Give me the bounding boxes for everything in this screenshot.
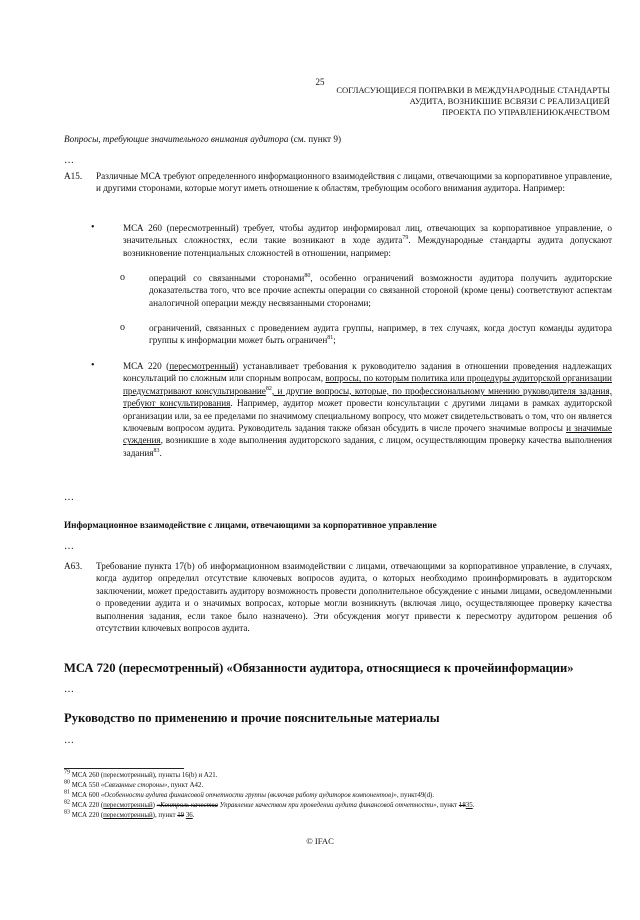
bullet-isa220 — [123, 360, 612, 459]
footnote-text: . — [472, 802, 475, 809]
paragraph-a63: Требование пункта 17(b) об информационном взаимодействии с лицами, отвечающими за корпоративное управление, в случаях, когда аудитор определил отсутствие ключевых вопросов аудита, о которых необходимо проинформировать в аудиторском заключении, может предоставить аудитору возможность провести дополнительное обсуждение с иными лицами, осведомленными о проведении аудита и о значимых вопросах, которые могли возникнуть (включая лицо, осуществляющее проверку качества выполнения задания, если такое было назначено). Эти обсуждения могут привести к пересмотру аудитором решения об отсутствии ключевых вопросов аудита. — [96, 561, 612, 634]
footnote-ref: 82 — [265, 385, 272, 392]
footnote-81 — [64, 791, 624, 801]
bullet-text: . — [159, 447, 162, 458]
bullet-text: . Например, аудитор может провести консультации с другими лицами в рамках аудиторской организации или, за ее пределами по значимому специальному вопросу, что может свидетельствовать о том, что он является ключевым вопросом аудита. Руководитель задания также обязан обсудить в числе прочего значимые вопросы — [123, 398, 612, 434]
inserted-text: 35 — [465, 802, 473, 809]
sub-bullet-text: , особенно ограничений возможности аудитора получить аудиторские доказательства того, что все прочие аспекты операции со связанной стороной (кроме цены) соответствуют аспектам аналогичной операции между несвязанными сторонами; — [149, 273, 613, 308]
section-intro-italic: Вопросы, требующие значительного внимания аудитора — [64, 134, 289, 144]
footnote-text: , пункт A42. — [167, 782, 204, 789]
heading-isa720: МСА 720 (пересмотренный) «Обязанности аудитора, относящиеся к прочейинформации» — [64, 661, 574, 675]
footnote-ref: 83 — [153, 447, 160, 454]
footnote-number: 79 — [64, 769, 70, 776]
inserted-text: , и другие вопросы, которые, по профессиональному мнению руководителя задания, требуют консультирования — [123, 385, 612, 409]
running-header-line: ПРОЕКТА ПО УПРАВЛЕНИЮКАЧЕСТВОМ — [442, 107, 610, 117]
ellipsis: … — [64, 735, 75, 746]
footnote-text: МСА 260 (пересмотренный), пункты 16(b) и A21. — [70, 772, 218, 779]
footnote-number: 80 — [64, 779, 70, 786]
inserted-text: и значимые суждения — [123, 423, 612, 446]
footnote-text: , пункт — [436, 802, 459, 809]
footnote-82 — [64, 801, 624, 811]
ellipsis: … — [64, 155, 75, 166]
footnote-number: 81 — [64, 789, 70, 796]
footnote-ref: 79 — [402, 235, 409, 242]
copyright-footer: © IFAC — [306, 836, 334, 846]
sub-bullet-related-parties — [149, 272, 612, 309]
footnote-title: «Особенности аудита финансовой отчетности группы (включая работу аудиторов компонентов)» — [100, 792, 397, 799]
inserted-text: 36 — [185, 812, 193, 819]
footnote-text: МСА 550 — [70, 782, 101, 789]
footnote-83 — [64, 811, 624, 821]
deleted-text: «Контроль качества — [156, 802, 218, 809]
paragraph-number: A63. — [64, 561, 83, 571]
footnote-title: «Связанные стороны» — [100, 782, 168, 789]
section-heading: Информационное взаимодействие с лицами, отвечающими за корпоративное управление — [64, 520, 437, 530]
bullet-text: , возникшие в ходе выполнения аудиторского задания, с лицом, осуществляющим проверку качества выполнения задания — [123, 435, 612, 458]
ellipsis: … — [64, 684, 75, 695]
footnote-ref: 81 — [327, 335, 334, 342]
footnote-text: . — [192, 812, 195, 819]
footnote-80 — [64, 781, 624, 791]
deleted-text: 18 — [458, 802, 466, 809]
ellipsis: … — [64, 541, 75, 552]
bullet-marker: • — [91, 360, 95, 371]
sub-bullet-group-audit — [149, 322, 612, 347]
footnote-number: 83 — [64, 809, 70, 816]
deleted-text: 19 — [177, 812, 185, 819]
footnote-text: ) — [152, 802, 157, 809]
footnote-ref: 80 — [304, 272, 311, 279]
heading-guidance: Руководство по применению и прочие пояснительные материалы — [64, 711, 440, 725]
sub-bullet-marker: o — [120, 322, 125, 333]
inserted-text: пересмотренный — [103, 812, 153, 819]
footnote-text: МСА 220 ( — [70, 802, 104, 809]
paragraph-a15: Различные МСА требуют определенного информационного взаимодействия с лицами, отвечающими за корпоративное управление, и другими сторонами, которые могут иметь отношение к областям, требующим особого внимания аудитора. Например: — [96, 171, 612, 194]
sub-bullet-text: операций со связанными сторонами — [149, 273, 305, 283]
running-header-line: СОГЛАСУЮЩИЕСЯ ПОПРАВКИ В МЕЖДУНАРОДНЫЕ СТАНДАРТЫ — [336, 85, 610, 95]
footnote-separator — [64, 768, 184, 769]
paragraph-number: A15. — [64, 171, 83, 181]
footnote-text: ), пункт — [152, 812, 178, 819]
bullet-isa260 — [123, 222, 612, 259]
bullet-text: МСА 220 ( — [123, 361, 170, 371]
footnote-text: МСА 600 — [70, 792, 101, 799]
bullet-text: ) устанавливает требования к руководителю задания в отношении проведения надлежащих консультаций по сложным или спорным вопросам, — [123, 361, 612, 384]
footnote-text: , пункт49(d). — [396, 792, 435, 799]
inserted-text: пересмотренный — [169, 361, 236, 371]
footnote-79 — [64, 771, 624, 781]
footnote-title: Управление качеством при проведении аудита финансовой отчетности» — [217, 802, 437, 809]
running-header-line: АУДИТА, ВОЗНИКШИЕ ВСВЯЗИ С РЕАЛИЗАЦИЕЙ — [409, 96, 610, 106]
bullet-text: . Международные стандарты аудита допускают возникновение потенциальных сложностей в отношении, например: — [123, 235, 612, 258]
inserted-text: пересмотренный — [103, 802, 153, 809]
sub-bullet-text: ограничений, связанных с проведением аудита группы, например, в тех случаях, когда доступ команды аудитора группы к информации может быть ограничен — [149, 323, 612, 346]
bullet-marker: • — [91, 222, 95, 233]
running-header — [336, 85, 610, 118]
section-intro — [64, 133, 612, 145]
section-intro-ref: (см. пункт 9) — [288, 134, 341, 144]
footnote-number: 82 — [64, 799, 70, 806]
inserted-text: вопросы, по которым политика или процедуры аудиторской организации предусматривают консультирование — [123, 373, 612, 396]
ellipsis: … — [64, 492, 75, 503]
bullet-text: МСА 260 (пересмотренный) требует, чтобы аудитор информировал лиц, отвечающих за корпоративное управление, о значительных сложностях, если такие возникают в ходе аудита — [123, 223, 612, 246]
page-number: 25 — [315, 77, 325, 87]
sub-bullet-marker: o — [120, 272, 125, 283]
footnote-text: МСА 220 ( — [70, 812, 104, 819]
sub-bullet-text: ; — [333, 335, 336, 346]
